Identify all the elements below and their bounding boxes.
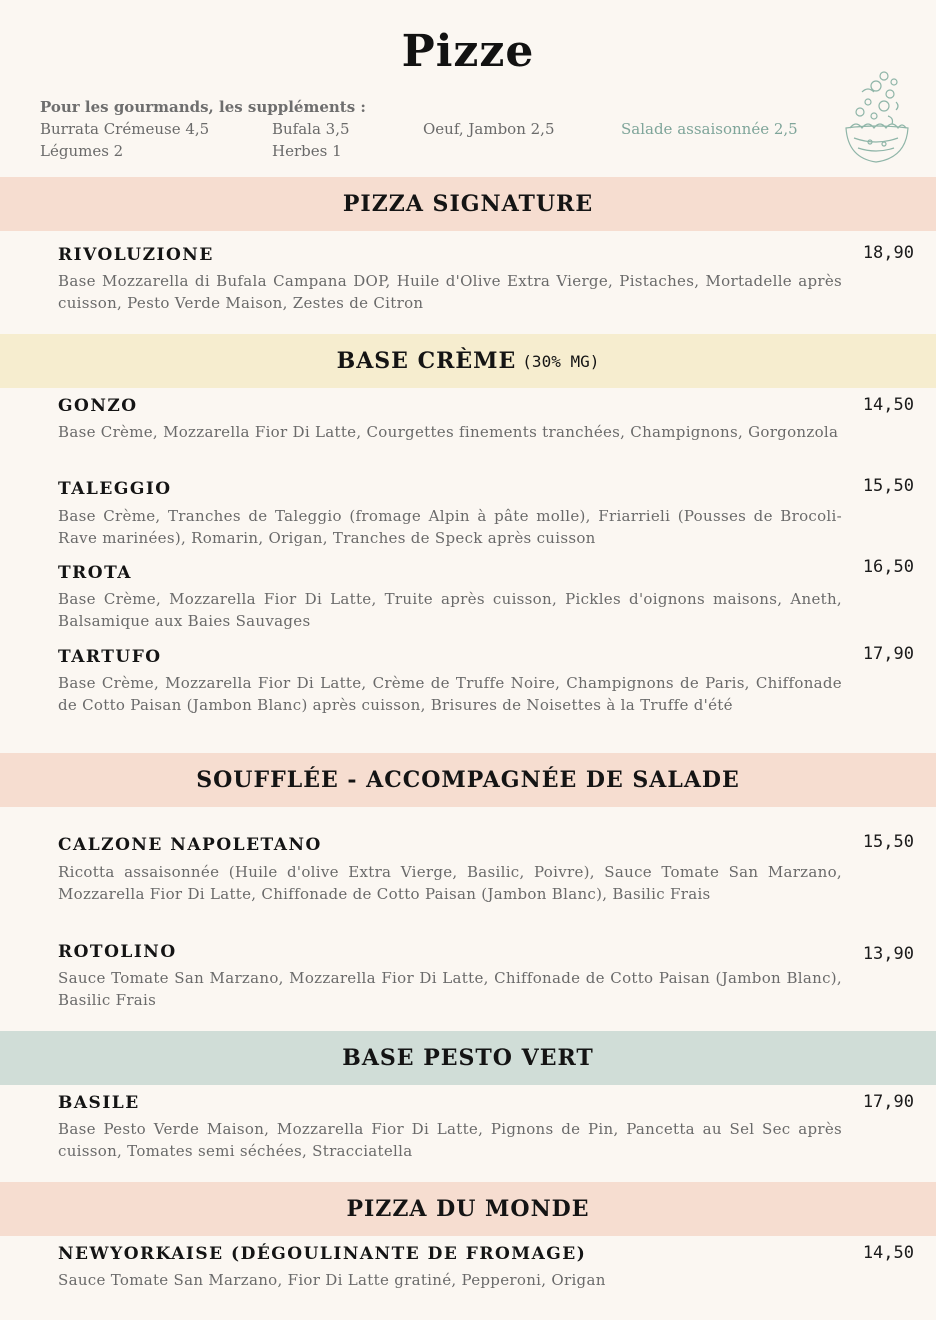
item-price: 14,50 <box>862 395 914 415</box>
supplement-item: Légumes 2 <box>40 142 124 160</box>
item-name: TROTA <box>58 563 132 583</box>
section-title: SOUFFLÉE - ACCOMPAGNÉE DE SALADE <box>196 767 740 793</box>
item-name: GONZO <box>58 396 138 416</box>
item-price: 16,50 <box>862 557 914 577</box>
supplement-item: Salade assaisonnée 2,5 <box>621 120 798 138</box>
salad-bowl-illustration <box>840 66 912 166</box>
supplement-item: Bufala 3,5 <box>272 120 350 138</box>
section-header-pizza-du-monde <box>0 1182 936 1236</box>
item-description: Base Crème, Mozzarella Fior Di Latte, Truite après cuisson, Pickles d'oignons maisons, Aneth, Balsamique aux Baies Sauvages <box>58 590 842 630</box>
item-name: TARTUFO <box>58 647 162 667</box>
supplement-item: Oeuf, Jambon 2,5 <box>423 120 555 138</box>
section-title: PIZZA SIGNATURE <box>342 191 594 217</box>
section-title: PIZZA DU MONDE <box>346 1196 590 1222</box>
item-name: TALEGGIO <box>58 479 172 499</box>
supplement-item: Herbes 1 <box>272 142 342 160</box>
item-price: 17,90 <box>862 1092 914 1112</box>
item-description: Base Crème, Mozzarella Fior Di Latte, Crème de Truffe Noire, Champignons de Paris, Chiffonade de Cotto Paisan (Jambon Blanc) après cuisson, Brisures de Noisettes à la Truffe d'été <box>58 674 842 714</box>
item-price: 14,50 <box>862 1243 914 1263</box>
section-header-pizza-signature <box>0 177 936 231</box>
item-description: Base Crème, Mozzarella Fior Di Latte, Courgettes finements tranchées, Champignons, Gorgonzola <box>58 423 839 441</box>
section-header-base-creme <box>0 334 936 388</box>
item-name: NEWYORKAISE (DÉGOULINANTE DE FROMAGE) <box>58 1244 587 1264</box>
item-name: CALZONE NAPOLETANO <box>58 835 322 855</box>
item-price: 18,90 <box>862 243 914 263</box>
item-name: BASILE <box>58 1093 140 1113</box>
item-price: 17,90 <box>862 644 914 664</box>
section-title: BASE PESTO VERT <box>342 1045 594 1071</box>
section-subtitle: (30% MG) <box>522 351 600 371</box>
item-description: Base Crème, Tranches de Taleggio (fromage Alpin à pâte molle), Friarrieli (Pousses de Brocoli-Rave marinées), Romarin, Origan, Tranches de Speck après cuisson <box>58 507 842 547</box>
item-price: 15,50 <box>862 476 914 496</box>
item-name: ROTOLINO <box>58 942 177 962</box>
item-description: Sauce Tomate San Marzano, Fior Di Latte gratiné, Pepperoni, Origan <box>58 1271 606 1289</box>
item-price: 13,90 <box>862 944 914 964</box>
section-header-souflee <box>0 753 936 807</box>
supplement-item: Burrata Crémeuse 4,5 <box>40 120 210 138</box>
section-header-base-pesto-vert <box>0 1031 936 1085</box>
supplements-intro: Pour les gourmands, les suppléments : <box>40 98 366 116</box>
section-title: BASE CRÈME <box>336 348 517 374</box>
item-price: 15,50 <box>862 832 914 852</box>
item-description: Base Pesto Verde Maison, Mozzarella Fior Di Latte, Pignons de Pin, Pancetta au Sel Sec après cuisson, Tomates semi séchées, Stracciatella <box>58 1120 842 1160</box>
item-description: Sauce Tomate San Marzano, Mozzarella Fior Di Latte, Chiffonade de Cotto Paisan (Jambon Blanc), Basilic Frais <box>58 969 842 1009</box>
item-description: Ricotta assaisonnée (Huile d'olive Extra Vierge, Basilic, Poivre), Sauce Tomate San Marzano, Mozzarella Fior Di Latte, Chiffonade de Cotto Paisan (Jambon Blanc), Basilic Frais <box>58 863 842 903</box>
item-description: Base Mozzarella di Bufala Campana DOP, Huile d'Olive Extra Vierge, Pistaches, Mortadelle après cuisson, Pesto Verde Maison, Zestes de Citron <box>58 272 842 312</box>
page-title: Pizze <box>401 26 535 77</box>
item-name: RIVOLUZIONE <box>58 245 214 265</box>
